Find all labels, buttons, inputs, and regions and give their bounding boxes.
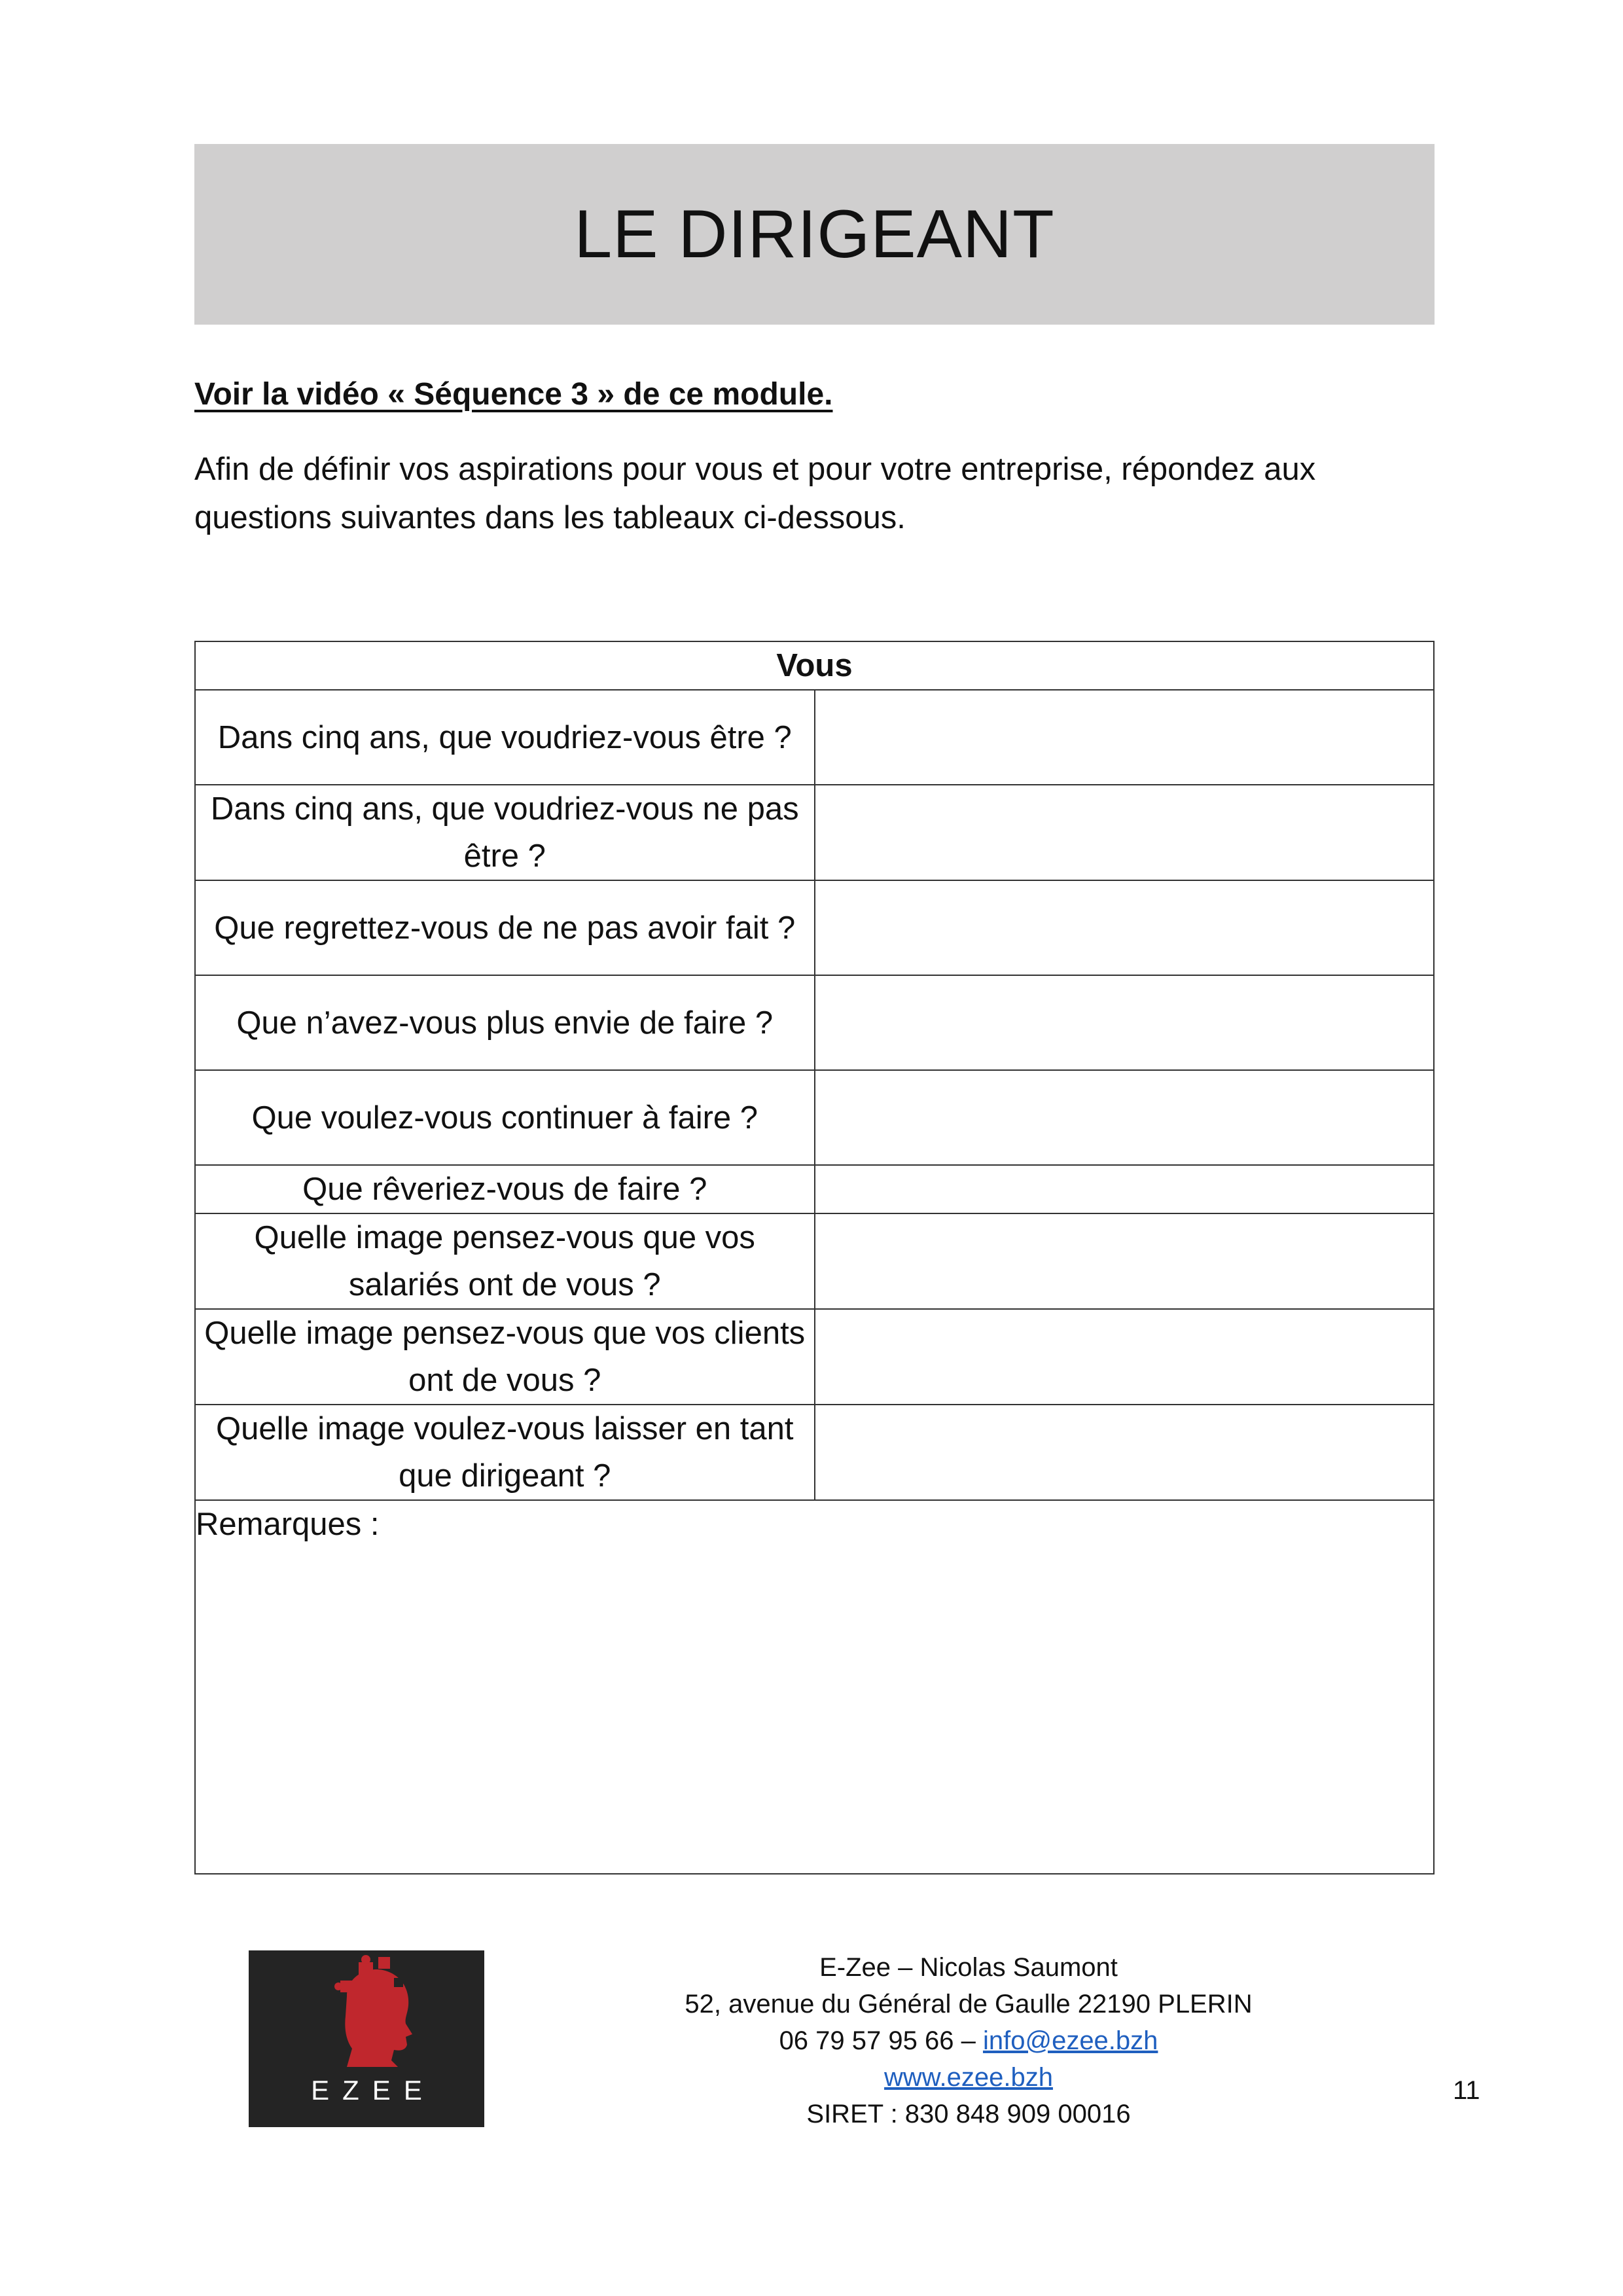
footer-address: 52, avenue du Général de Gaulle 22190 PLERIN [685, 1990, 1253, 2018]
answer-cell[interactable] [815, 880, 1435, 975]
table-row [195, 975, 1434, 1070]
answer-cell[interactable] [815, 1070, 1435, 1165]
remarks-row [195, 1500, 1434, 1874]
answer-cell[interactable] [815, 690, 1435, 785]
logo-text: EZEE [311, 2075, 435, 2106]
questions-table [194, 641, 1435, 1874]
footer-phone-email [641, 2022, 1296, 2059]
ezee-logo [249, 1950, 484, 2127]
table-row [195, 690, 1434, 785]
question-cell: Que regrettez-vous de ne pas avoir fait ? [195, 880, 815, 975]
answer-cell[interactable] [815, 1405, 1435, 1500]
intro-paragraph: Afin de définir vos aspirations pour vous et pour votre entreprise, répondez aux questions suivantes dans les tableaux ci-dessous. [194, 452, 1316, 535]
table-row [195, 880, 1434, 975]
title-banner [194, 144, 1435, 325]
footer-phone: 06 79 57 95 66 – [779, 2026, 976, 2055]
table-header: Vous [195, 641, 1434, 690]
website-link[interactable]: www.ezee.bzh [884, 2063, 1053, 2092]
answer-cell[interactable] [815, 785, 1435, 880]
page-title: LE DIRIGEANT [574, 196, 1055, 272]
table-row [195, 1213, 1434, 1309]
question-cell: Que n’avez-vous plus envie de faire ? [195, 975, 815, 1070]
question-cell: Dans cinq ans, que voudriez-vous ne pas être ? [195, 785, 815, 880]
table-row [195, 785, 1434, 880]
answer-cell[interactable] [815, 1213, 1435, 1309]
remarks-cell[interactable] [195, 1500, 1434, 1874]
page-number: 11 [1453, 2076, 1480, 2105]
question-cell: Dans cinq ans, que voudriez-vous être ? [195, 690, 815, 785]
remarks-label: Remarques : [196, 1507, 380, 1542]
answer-cell[interactable] [815, 1309, 1435, 1405]
footer-company: E-Zee – Nicolas Saumont [819, 1953, 1118, 1982]
question-cell: Quelle image voulez-vous laisser en tant que dirigeant ? [195, 1405, 815, 1500]
video-instruction: Voir la vidéo « Séquence 3 » de ce module. [194, 377, 833, 412]
answer-cell[interactable] [815, 1165, 1435, 1213]
answer-cell[interactable] [815, 975, 1435, 1070]
footer-siret: SIRET : 830 848 909 00016 [806, 2100, 1131, 2128]
head-silhouette-icon [249, 1950, 484, 2075]
table-row [195, 1405, 1434, 1500]
table-header-row [195, 641, 1434, 690]
table-row [195, 1070, 1434, 1165]
question-cell: Que voulez-vous continuer à faire ? [195, 1070, 815, 1165]
table-row [195, 1309, 1434, 1405]
question-cell: Que rêveriez-vous de faire ? [195, 1165, 815, 1213]
email-link[interactable]: info@ezee.bzh [982, 2026, 1158, 2055]
question-cell: Quelle image pensez-vous que vos salariés ont de vous ? [195, 1213, 815, 1309]
footer-contact [641, 1949, 1296, 2132]
question-cell: Quelle image pensez-vous que vos clients ont de vous ? [195, 1309, 815, 1405]
table-row [195, 1165, 1434, 1213]
